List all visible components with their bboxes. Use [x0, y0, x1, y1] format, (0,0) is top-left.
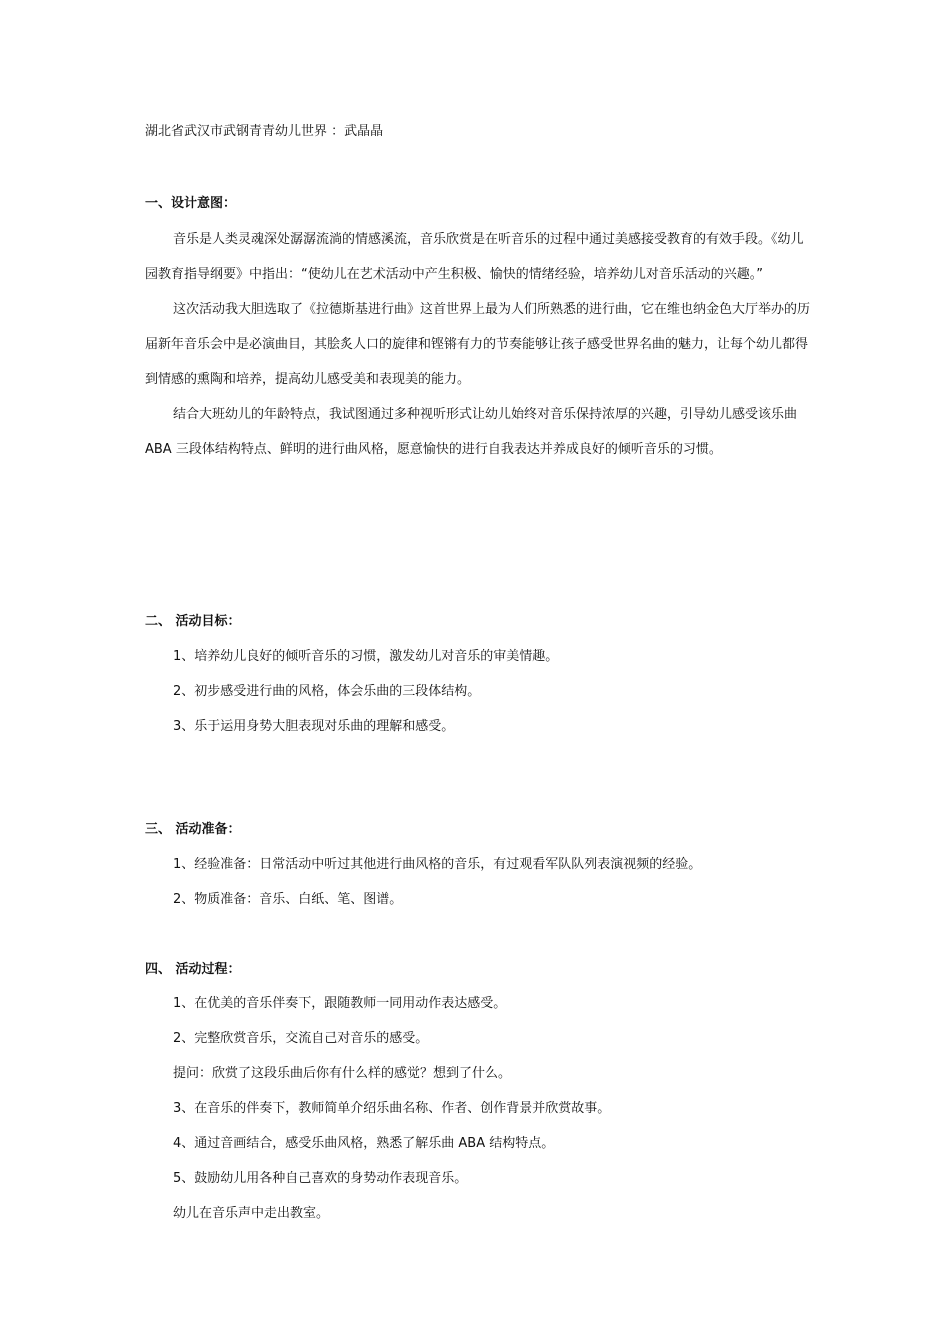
- list-item: 3、在音乐的伴奏下，教师简单介绍乐曲名称、作者、创作背景并欣赏故事。: [173, 1101, 611, 1116]
- list-item: 2、物质准备：音乐、白纸、笔、图谱。: [173, 892, 403, 907]
- section-goals-list: [145, 639, 813, 744]
- list-item: 幼儿在音乐声中走出教室。: [173, 1206, 330, 1221]
- section-title-design-intent: 一、设计意图：: [145, 196, 237, 211]
- list-item: 3、乐于运用身势大胆表现对乐曲的理解和感受。: [173, 719, 455, 734]
- list-item: 5、鼓励幼儿用各种自己喜欢的身势动作表现音乐。: [173, 1171, 468, 1186]
- list-item: 2、初步感受进行曲的风格，体会乐曲的三段体结构。: [173, 684, 481, 699]
- paragraph: 这次活动我大胆选取了《拉德斯基进行曲》这首世界上最为人们所熟悉的进行曲，它在维也纳金色大厅举办的历届新年音乐会中是必演曲目，其脍炙人口的旋律和铿锵有力的节奏能够让孩子感受世界名曲的魅力，让每个幼儿都得到情感的熏陶和培养，提高幼儿感受美和表现美的能力。: [145, 302, 811, 387]
- list-item: 2、完整欣赏音乐，交流自己对音乐的感受。: [173, 1031, 429, 1046]
- list-item: 4、通过音画结合，感受乐曲风格，熟悉了解乐曲 ABA 结构特点。: [173, 1136, 555, 1151]
- list-item: 1、培养幼儿良好的倾听音乐的习惯，激发幼儿对音乐的审美情趣。: [173, 649, 559, 664]
- section-process-list: [145, 986, 813, 1231]
- list-item: 1、在优美的音乐伴奏下，跟随教师一同用动作表达感受。: [173, 996, 507, 1011]
- section-title-process: 四、 活动过程：: [145, 962, 241, 977]
- author-line: 湖北省武汉市武钢青青幼儿世界 ：武晶晶: [145, 124, 384, 139]
- section-title-preparation: 三、 活动准备：: [145, 822, 241, 837]
- list-item: 提问：欣赏了这段乐曲后你有什么样的感觉？想到了什么。: [173, 1066, 512, 1081]
- paragraph: 结合大班幼儿的年龄特点，我试图通过多种视听形式让幼儿始终对音乐保持浓厚的兴趣，引导幼儿感受该乐曲 ABA 三段体结构特点、鲜明的进行曲风格，愿意愉快的进行自我表达并养成良好的倾听音乐的习惯。: [145, 407, 798, 457]
- list-item: 1、经验准备：日常活动中听过其他进行曲风格的音乐，有过观看军队队列表演视频的经验。: [173, 857, 702, 872]
- section-title-goals: 二、 活动目标：: [145, 614, 241, 629]
- paragraph: 音乐是人类灵魂深处潺潺流淌的情感溪流，音乐欣赏是在听音乐的过程中通过美感接受教育的有效手段。《幼儿园教育指导纲要》中指出：“使幼儿在艺术活动中产生积极、愉快的情绪经验，培养幼儿对音乐活动的兴趣。”: [145, 232, 804, 282]
- section-preparation-list: [145, 847, 813, 917]
- section-design-intent-body: [145, 222, 813, 467]
